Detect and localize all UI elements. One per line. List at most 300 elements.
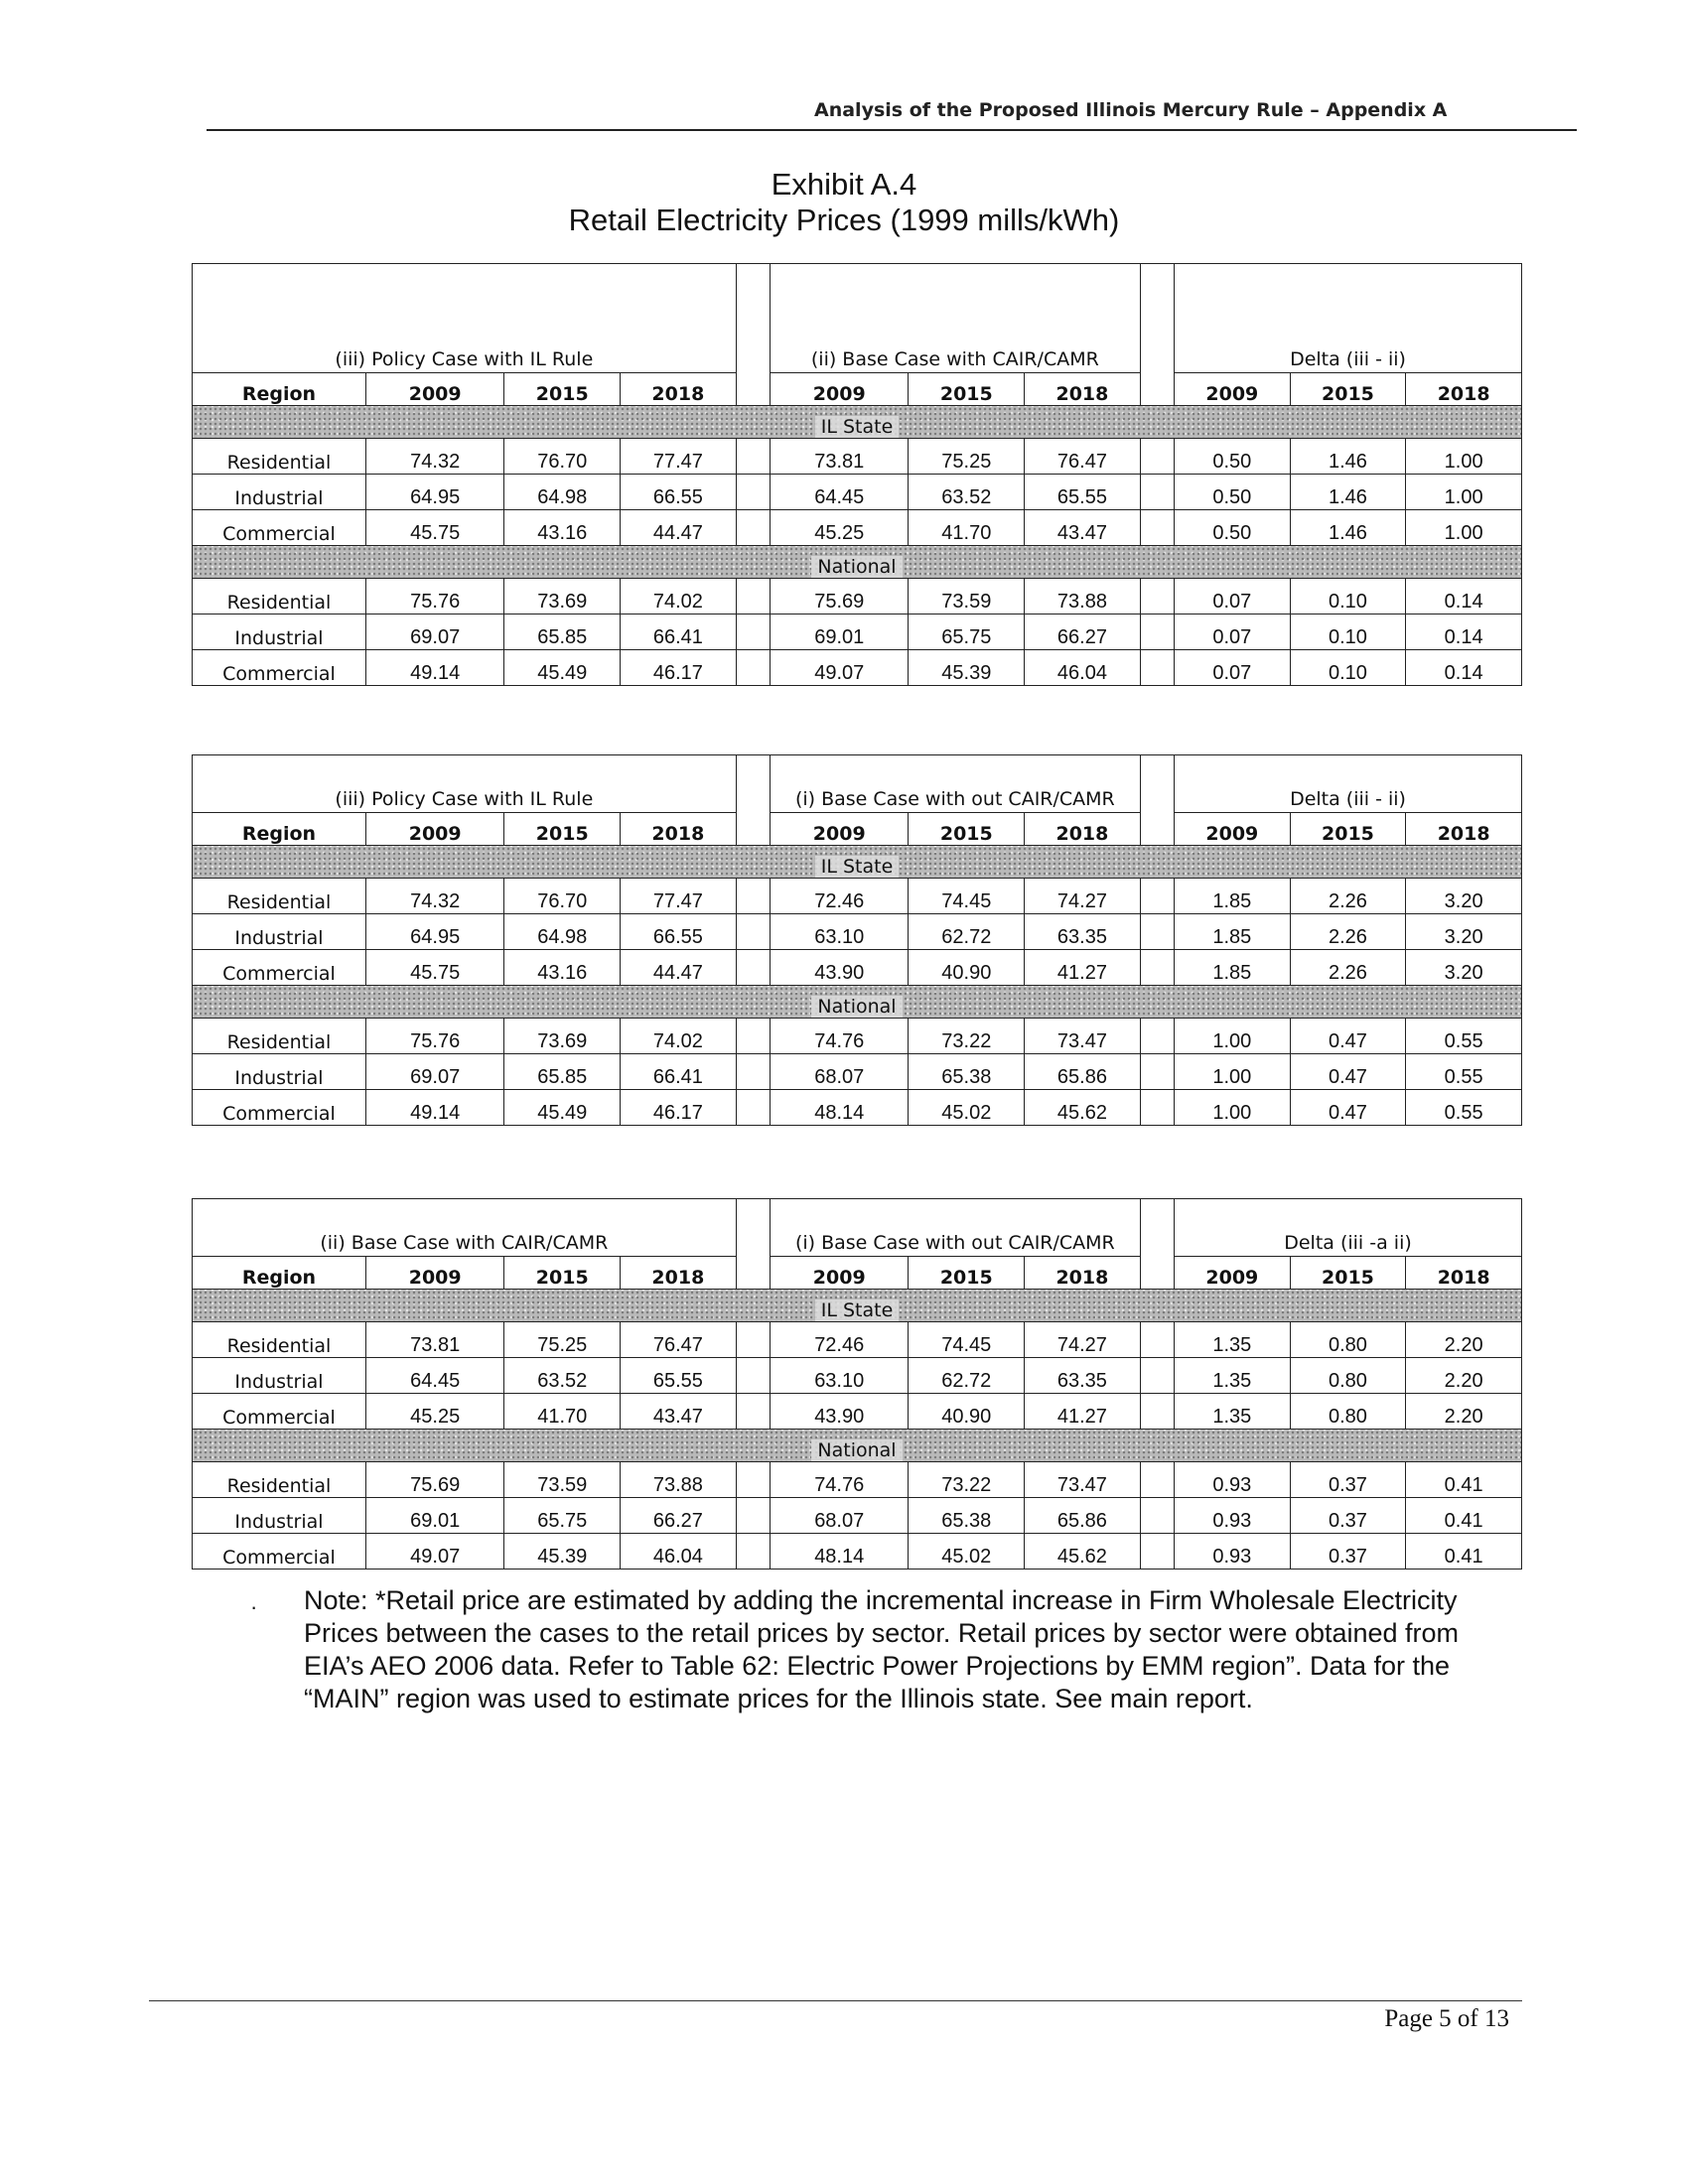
column-separator xyxy=(736,475,770,510)
row-label: Industrial xyxy=(193,1358,366,1394)
value-cell: 64.98 xyxy=(504,475,621,510)
row-label: Commercial xyxy=(193,950,366,986)
value-cell: 45.62 xyxy=(1025,1090,1141,1126)
value-cell: 0.80 xyxy=(1290,1394,1406,1430)
value-cell: 2.20 xyxy=(1406,1322,1522,1358)
column-separator xyxy=(1140,579,1174,614)
value-cell: 0.10 xyxy=(1290,650,1406,686)
value-cell: 43.16 xyxy=(504,510,621,546)
row-label: Residential xyxy=(193,879,366,914)
value-cell: 73.59 xyxy=(909,579,1025,614)
value-cell: 65.75 xyxy=(909,614,1025,650)
year-header: 2015 xyxy=(909,1257,1025,1290)
row-label: Residential xyxy=(193,439,366,475)
value-cell: 68.07 xyxy=(770,1498,908,1534)
value-cell: 3.20 xyxy=(1406,950,1522,986)
year-header: 2009 xyxy=(770,813,909,846)
value-cell: 64.98 xyxy=(504,914,621,950)
value-cell: 72.46 xyxy=(770,1322,908,1358)
value-cell: 0.55 xyxy=(1406,1019,1522,1054)
value-cell: 1.46 xyxy=(1290,439,1406,475)
value-cell: 73.69 xyxy=(504,1019,621,1054)
year-header: 2018 xyxy=(1025,1257,1141,1290)
year-header: 2018 xyxy=(621,813,737,846)
value-cell: 74.32 xyxy=(365,879,504,914)
year-header: 2018 xyxy=(1406,813,1522,846)
column-separator xyxy=(736,755,770,846)
column-separator xyxy=(1140,1199,1174,1290)
value-cell: 64.95 xyxy=(365,914,504,950)
footer-rule xyxy=(149,2000,1522,2001)
value-cell: 63.10 xyxy=(770,914,909,950)
section-band xyxy=(193,546,1522,579)
value-cell: 75.69 xyxy=(365,1462,503,1498)
group-header-1: (iii) Policy Case with IL Rule xyxy=(193,264,737,373)
year-header: 2018 xyxy=(1406,373,1522,406)
value-cell: 77.47 xyxy=(621,879,737,914)
group-header-2: (i) Base Case with out CAIR/CAMR xyxy=(770,1199,1140,1257)
value-cell: 0.47 xyxy=(1290,1090,1406,1126)
value-cell: 1.46 xyxy=(1290,510,1406,546)
value-cell: 46.17 xyxy=(621,1090,737,1126)
value-cell: 74.27 xyxy=(1025,879,1141,914)
group-header-2: (i) Base Case with out CAIR/CAMR xyxy=(770,755,1140,813)
value-cell: 45.02 xyxy=(909,1090,1025,1126)
value-cell: 0.41 xyxy=(1406,1462,1522,1498)
value-cell: 66.41 xyxy=(621,1054,737,1090)
section-band xyxy=(193,406,1522,439)
price-table-1 xyxy=(192,263,1522,686)
column-separator xyxy=(1140,1054,1174,1090)
value-cell: 66.41 xyxy=(621,614,737,650)
value-cell: 43.90 xyxy=(770,1394,908,1430)
value-cell: 0.14 xyxy=(1406,614,1522,650)
value-cell: 73.22 xyxy=(909,1462,1025,1498)
table-row xyxy=(193,1498,1522,1534)
table-row xyxy=(193,1394,1522,1430)
year-header: 2018 xyxy=(1025,813,1141,846)
section-label: IL State xyxy=(815,416,900,438)
section-band xyxy=(193,1290,1522,1322)
value-cell: 1.85 xyxy=(1175,914,1291,950)
value-cell: 43.90 xyxy=(770,950,909,986)
column-separator xyxy=(736,614,770,650)
value-cell: 41.70 xyxy=(909,510,1025,546)
column-separator xyxy=(1140,614,1174,650)
value-cell: 62.72 xyxy=(909,1358,1025,1394)
row-label: Commercial xyxy=(193,1090,366,1126)
value-cell: 45.25 xyxy=(770,510,909,546)
value-cell: 63.52 xyxy=(504,1358,621,1394)
value-cell: 41.27 xyxy=(1025,1394,1141,1430)
value-cell: 0.10 xyxy=(1290,614,1406,650)
column-separator xyxy=(1140,439,1174,475)
column-separator xyxy=(1140,1394,1174,1430)
table-row xyxy=(193,579,1522,614)
year-header: 2009 xyxy=(770,373,909,406)
column-separator xyxy=(1140,1498,1174,1534)
column-separator xyxy=(736,1394,770,1430)
value-cell: 45.39 xyxy=(909,650,1025,686)
value-cell: 3.20 xyxy=(1406,914,1522,950)
value-cell: 65.86 xyxy=(1025,1054,1141,1090)
year-header: 2009 xyxy=(1175,373,1291,406)
exhibit-subtitle: Retail Electricity Prices (1999 mills/kWh) xyxy=(568,203,1120,237)
row-label: Industrial xyxy=(193,1054,366,1090)
value-cell: 73.59 xyxy=(504,1462,621,1498)
table-row xyxy=(193,1054,1522,1090)
year-header: 2009 xyxy=(1175,813,1291,846)
year-header: 2009 xyxy=(365,813,504,846)
table-row xyxy=(193,879,1522,914)
value-cell: 0.55 xyxy=(1406,1054,1522,1090)
column-separator xyxy=(1140,879,1174,914)
value-cell: 74.02 xyxy=(621,579,737,614)
column-separator xyxy=(1140,475,1174,510)
value-cell: 64.45 xyxy=(365,1358,503,1394)
value-cell: 2.26 xyxy=(1290,879,1406,914)
column-separator xyxy=(736,1090,770,1126)
year-header: 2018 xyxy=(1406,1257,1522,1290)
value-cell: 2.20 xyxy=(1406,1394,1522,1430)
table-row xyxy=(193,439,1522,475)
value-cell: 44.47 xyxy=(621,510,737,546)
table-row xyxy=(193,1358,1522,1394)
row-label: Commercial xyxy=(193,1534,366,1570)
value-cell: 1.00 xyxy=(1406,510,1522,546)
group-header-3: Delta (iii - ii) xyxy=(1175,755,1522,813)
value-cell: 48.14 xyxy=(770,1534,908,1570)
value-cell: 49.07 xyxy=(770,650,909,686)
column-separator xyxy=(1140,1322,1174,1358)
price-table-3 xyxy=(192,1198,1522,1570)
column-separator xyxy=(736,1199,770,1290)
column-separator xyxy=(1140,650,1174,686)
value-cell: 2.26 xyxy=(1290,914,1406,950)
value-cell: 63.10 xyxy=(770,1358,908,1394)
value-cell: 69.01 xyxy=(770,614,909,650)
year-header: 2015 xyxy=(909,813,1025,846)
table-row xyxy=(193,1019,1522,1054)
column-separator xyxy=(736,439,770,475)
column-separator xyxy=(736,879,770,914)
value-cell: 74.32 xyxy=(365,439,504,475)
note-bullet: · xyxy=(250,1594,258,1619)
value-cell: 1.00 xyxy=(1175,1019,1291,1054)
value-cell: 73.47 xyxy=(1025,1462,1141,1498)
value-cell: 63.52 xyxy=(909,475,1025,510)
value-cell: 77.47 xyxy=(621,439,737,475)
value-cell: 65.85 xyxy=(504,1054,621,1090)
value-cell: 0.55 xyxy=(1406,1090,1522,1126)
value-cell: 73.81 xyxy=(770,439,909,475)
value-cell: 69.07 xyxy=(365,1054,504,1090)
section-label: IL State xyxy=(815,1299,900,1321)
row-label: Industrial xyxy=(193,914,366,950)
value-cell: 76.47 xyxy=(621,1322,737,1358)
value-cell: 45.25 xyxy=(365,1394,503,1430)
value-cell: 1.00 xyxy=(1175,1090,1291,1126)
column-separator xyxy=(1140,914,1174,950)
value-cell: 40.90 xyxy=(909,950,1025,986)
value-cell: 45.49 xyxy=(504,1090,621,1126)
value-cell: 66.27 xyxy=(621,1498,737,1534)
value-cell: 0.80 xyxy=(1290,1322,1406,1358)
value-cell: 75.76 xyxy=(365,579,504,614)
table-row xyxy=(193,914,1522,950)
value-cell: 74.45 xyxy=(909,879,1025,914)
table-row xyxy=(193,475,1522,510)
column-separator xyxy=(1140,755,1174,846)
value-cell: 1.00 xyxy=(1175,1054,1291,1090)
column-separator xyxy=(736,1054,770,1090)
value-cell: 65.75 xyxy=(504,1498,621,1534)
value-cell: 0.10 xyxy=(1290,579,1406,614)
value-cell: 45.62 xyxy=(1025,1534,1141,1570)
column-separator xyxy=(1140,1019,1174,1054)
column-separator xyxy=(736,950,770,986)
value-cell: 0.47 xyxy=(1290,1019,1406,1054)
table-row xyxy=(193,1462,1522,1498)
value-cell: 0.07 xyxy=(1175,579,1291,614)
table-row xyxy=(193,950,1522,986)
value-cell: 49.07 xyxy=(365,1534,503,1570)
value-cell: 75.25 xyxy=(909,439,1025,475)
value-cell: 2.26 xyxy=(1290,950,1406,986)
value-cell: 62.72 xyxy=(909,914,1025,950)
value-cell: 75.25 xyxy=(504,1322,621,1358)
value-cell: 0.37 xyxy=(1290,1534,1406,1570)
value-cell: 66.55 xyxy=(621,475,737,510)
value-cell: 1.35 xyxy=(1175,1358,1291,1394)
running-header: Analysis of the Proposed Illinois Mercury Rule – Appendix A xyxy=(814,99,1448,121)
row-label: Commercial xyxy=(193,650,366,686)
year-header: 2009 xyxy=(770,1257,908,1290)
year-header: 2009 xyxy=(1175,1257,1291,1290)
value-cell: 43.16 xyxy=(504,950,621,986)
exhibit-number: Exhibit A.4 xyxy=(771,167,917,202)
value-cell: 74.02 xyxy=(621,1019,737,1054)
table-row xyxy=(193,1090,1522,1126)
value-cell: 74.45 xyxy=(909,1322,1025,1358)
column-separator xyxy=(736,1322,770,1358)
year-header: 2015 xyxy=(909,373,1025,406)
value-cell: 44.47 xyxy=(621,950,737,986)
value-cell: 45.75 xyxy=(365,950,504,986)
value-cell: 0.80 xyxy=(1290,1358,1406,1394)
row-label: Industrial xyxy=(193,614,366,650)
value-cell: 1.85 xyxy=(1175,950,1291,986)
year-header: 2009 xyxy=(365,1257,503,1290)
row-label: Industrial xyxy=(193,475,366,510)
section-band xyxy=(193,1430,1522,1462)
value-cell: 1.35 xyxy=(1175,1322,1291,1358)
row-label: Residential xyxy=(193,1019,366,1054)
value-cell: 63.35 xyxy=(1025,914,1141,950)
value-cell: 73.22 xyxy=(909,1019,1025,1054)
value-cell: 41.27 xyxy=(1025,950,1141,986)
column-separator xyxy=(1140,1462,1174,1498)
value-cell: 65.38 xyxy=(909,1498,1025,1534)
value-cell: 69.01 xyxy=(365,1498,503,1534)
column-separator xyxy=(736,1498,770,1534)
value-cell: 0.50 xyxy=(1175,510,1291,546)
value-cell: 43.47 xyxy=(1025,510,1141,546)
value-cell: 45.49 xyxy=(504,650,621,686)
value-cell: 76.70 xyxy=(504,879,621,914)
value-cell: 72.46 xyxy=(770,879,909,914)
value-cell: 63.35 xyxy=(1025,1358,1141,1394)
column-separator xyxy=(1140,510,1174,546)
row-label: Commercial xyxy=(193,510,366,546)
value-cell: 76.70 xyxy=(504,439,621,475)
column-separator xyxy=(736,1462,770,1498)
value-cell: 65.55 xyxy=(1025,475,1141,510)
section-band xyxy=(193,846,1522,879)
value-cell: 46.17 xyxy=(621,650,737,686)
value-cell: 0.37 xyxy=(1290,1462,1406,1498)
column-separator xyxy=(1140,1358,1174,1394)
year-header: 2015 xyxy=(504,373,621,406)
value-cell: 74.76 xyxy=(770,1462,908,1498)
value-cell: 1.46 xyxy=(1290,475,1406,510)
year-header: 2018 xyxy=(621,1257,737,1290)
section-label: National xyxy=(811,1439,902,1461)
value-cell: 65.86 xyxy=(1025,1498,1141,1534)
row-label: Commercial xyxy=(193,1394,366,1430)
value-cell: 0.07 xyxy=(1175,650,1291,686)
value-cell: 49.14 xyxy=(365,650,504,686)
value-cell: 64.95 xyxy=(365,475,504,510)
value-cell: 0.47 xyxy=(1290,1054,1406,1090)
value-cell: 66.27 xyxy=(1025,614,1141,650)
value-cell: 1.35 xyxy=(1175,1394,1291,1430)
table-row xyxy=(193,650,1522,686)
group-header-1: (ii) Base Case with CAIR/CAMR xyxy=(193,1199,737,1257)
year-header: 2015 xyxy=(1290,1257,1406,1290)
value-cell: 74.76 xyxy=(770,1019,909,1054)
region-header: Region xyxy=(193,373,366,406)
row-label: Industrial xyxy=(193,1498,366,1534)
row-label: Residential xyxy=(193,579,366,614)
value-cell: 43.47 xyxy=(621,1394,737,1430)
value-cell: 0.14 xyxy=(1406,650,1522,686)
value-cell: 0.41 xyxy=(1406,1534,1522,1570)
value-cell: 0.41 xyxy=(1406,1498,1522,1534)
value-cell: 66.55 xyxy=(621,914,737,950)
value-cell: 65.38 xyxy=(909,1054,1025,1090)
value-cell: 76.47 xyxy=(1025,439,1141,475)
value-cell: 41.70 xyxy=(504,1394,621,1430)
value-cell: 0.50 xyxy=(1175,475,1291,510)
table-row xyxy=(193,510,1522,546)
value-cell: 0.93 xyxy=(1175,1498,1291,1534)
row-label: Residential xyxy=(193,1462,366,1498)
value-cell: 69.07 xyxy=(365,614,504,650)
column-separator xyxy=(736,264,770,406)
price-table-2 xyxy=(192,754,1522,1126)
value-cell: 0.07 xyxy=(1175,614,1291,650)
table-row xyxy=(193,1322,1522,1358)
column-separator xyxy=(1140,264,1174,406)
value-cell: 0.93 xyxy=(1175,1462,1291,1498)
value-cell: 75.76 xyxy=(365,1019,504,1054)
group-header-3: Delta (iii - ii) xyxy=(1175,264,1522,373)
section-label: National xyxy=(811,996,902,1018)
value-cell: 65.85 xyxy=(504,614,621,650)
value-cell: 46.04 xyxy=(1025,650,1141,686)
value-cell: 0.37 xyxy=(1290,1498,1406,1534)
group-header-3: Delta (iii -a ii) xyxy=(1175,1199,1522,1257)
year-header: 2018 xyxy=(621,373,737,406)
year-header: 2015 xyxy=(1290,373,1406,406)
value-cell: 0.14 xyxy=(1406,579,1522,614)
value-cell: 48.14 xyxy=(770,1090,909,1126)
column-separator xyxy=(736,1534,770,1570)
column-separator xyxy=(736,1358,770,1394)
region-header: Region xyxy=(193,813,366,846)
column-separator xyxy=(1140,1534,1174,1570)
value-cell: 0.93 xyxy=(1175,1534,1291,1570)
column-separator xyxy=(1140,950,1174,986)
column-separator xyxy=(736,1019,770,1054)
value-cell: 45.02 xyxy=(909,1534,1025,1570)
header-rule xyxy=(207,129,1577,131)
value-cell: 73.81 xyxy=(365,1322,503,1358)
column-separator xyxy=(736,579,770,614)
footnote: Note: *Retail price are estimated by adding the incremental increase in Firm Wholesale Electricity Prices between the cases to the retail prices by sector. Retail prices by sector were obtained from EIA’s AEO 2006 data. Refer to Table 62: Electric Power Projections by EMM region”. Data for the “MAIN” region was used to estimate prices for the Illinois state. See main report. xyxy=(304,1585,1460,1713)
value-cell: 1.00 xyxy=(1406,439,1522,475)
value-cell: 65.55 xyxy=(621,1358,737,1394)
year-header: 2009 xyxy=(365,373,504,406)
value-cell: 3.20 xyxy=(1406,879,1522,914)
value-cell: 73.69 xyxy=(504,579,621,614)
value-cell: 2.20 xyxy=(1406,1358,1522,1394)
value-cell: 75.69 xyxy=(770,579,909,614)
section-label: IL State xyxy=(815,856,900,878)
value-cell: 46.04 xyxy=(621,1534,737,1570)
year-header: 2015 xyxy=(504,1257,621,1290)
value-cell: 49.14 xyxy=(365,1090,504,1126)
value-cell: 45.39 xyxy=(504,1534,621,1570)
group-header-2: (ii) Base Case with CAIR/CAMR xyxy=(770,264,1140,373)
value-cell: 1.00 xyxy=(1406,475,1522,510)
value-cell: 1.85 xyxy=(1175,879,1291,914)
year-header: 2018 xyxy=(1025,373,1141,406)
value-cell: 73.88 xyxy=(621,1462,737,1498)
value-cell: 73.47 xyxy=(1025,1019,1141,1054)
table-row xyxy=(193,614,1522,650)
section-band xyxy=(193,986,1522,1019)
value-cell: 45.75 xyxy=(365,510,504,546)
region-header: Region xyxy=(193,1257,366,1290)
year-header: 2015 xyxy=(504,813,621,846)
row-label: Residential xyxy=(193,1322,366,1358)
column-separator xyxy=(736,914,770,950)
value-cell: 64.45 xyxy=(770,475,909,510)
page-number: Page 5 of 13 xyxy=(1384,2005,1509,2032)
value-cell: 40.90 xyxy=(909,1394,1025,1430)
value-cell: 74.27 xyxy=(1025,1322,1141,1358)
column-separator xyxy=(736,650,770,686)
column-separator xyxy=(1140,1090,1174,1126)
value-cell: 73.88 xyxy=(1025,579,1141,614)
year-header: 2015 xyxy=(1290,813,1406,846)
section-label: National xyxy=(811,556,902,578)
group-header-1: (iii) Policy Case with IL Rule xyxy=(193,755,737,813)
column-separator xyxy=(736,510,770,546)
value-cell: 68.07 xyxy=(770,1054,909,1090)
